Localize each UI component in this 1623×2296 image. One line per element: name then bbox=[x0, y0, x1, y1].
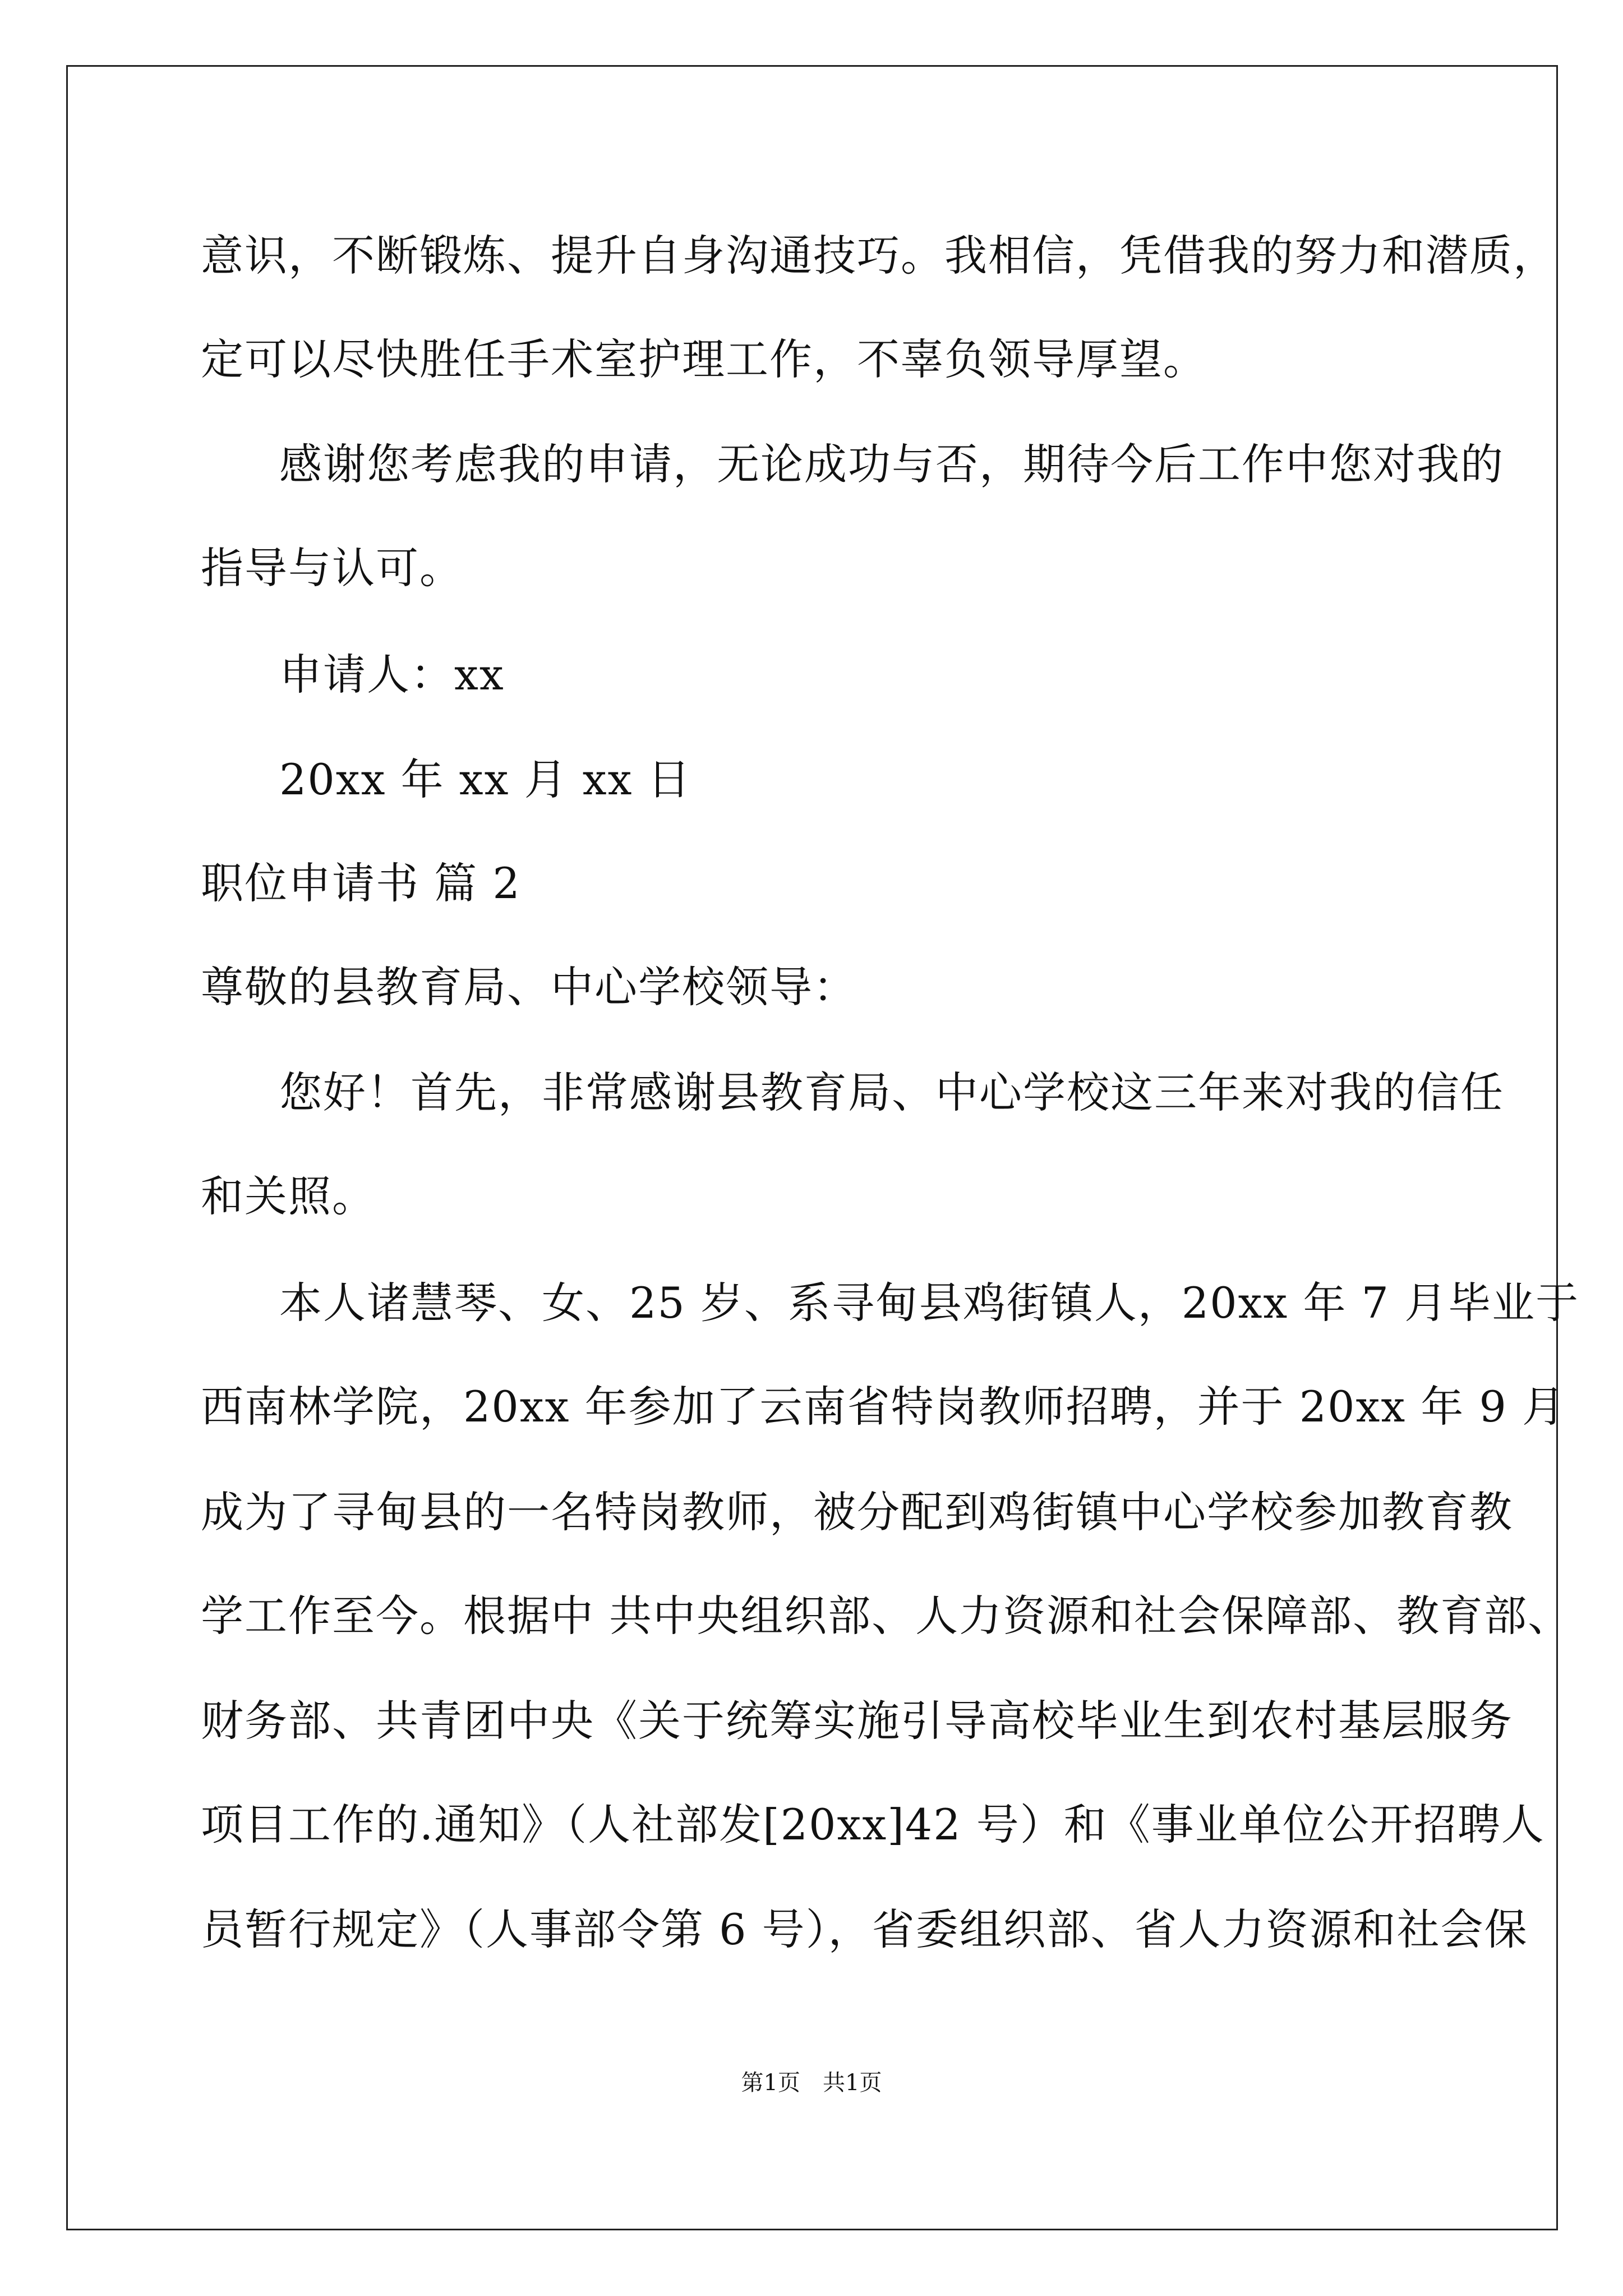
body-line-13: 成为了寻甸县的一名特岗教师，被分配到鸡街镇中心学校参加教育教 bbox=[201, 1487, 1513, 1537]
applicant-line: 申请人：xx bbox=[279, 650, 505, 700]
body-line-11: 本人诸慧琴、女、25 岁、系寻甸县鸡街镇人，20xx 年 7 月毕业于 bbox=[279, 1278, 1580, 1328]
body-line-1: 意识，不断锻炼、提升自身沟通技巧。我相信，凭借我的努力和潜质， bbox=[201, 231, 1557, 280]
page-number-footer: 第1页 共1页 bbox=[741, 2070, 882, 2096]
body-line-16: 项目工作的.通知》（人社部发[20xx]42 号）和《事业单位公开招聘人 bbox=[201, 1800, 1545, 1849]
body-line-15: 财务部、共青团中央《关于统筹实施引导高校毕业生到农村基层服务 bbox=[201, 1696, 1513, 1746]
date-line: 20xx 年 xx 月 xx 日 bbox=[279, 754, 691, 804]
section-heading: 职位申请书 篇 2 bbox=[201, 858, 521, 908]
body-line-10: 和关照。 bbox=[201, 1171, 376, 1221]
body-line-2: 定可以尽快胜任手术室护理工作，不辜负领导厚望。 bbox=[201, 334, 1207, 384]
body-line-12: 西南林学院，20xx 年参加了云南省特岗教师招聘，并于 20xx 年 9 月 bbox=[201, 1382, 1566, 1432]
body-line-3: 感谢您考虑我的申请，无论成功与否，期待今后工作中您对我的 bbox=[279, 439, 1504, 489]
body-line-17: 员暂行规定》（人事部令第 6 号），省委组织部、省人力资源和社会保 bbox=[201, 1904, 1528, 1954]
body-line-9: 您好！首先，非常感谢县教育局、中心学校这三年来对我的信任 bbox=[279, 1068, 1504, 1117]
body-line-4: 指导与认可。 bbox=[201, 543, 463, 593]
salutation-line: 尊敬的县教育局、中心学校领导： bbox=[201, 962, 857, 1012]
body-line-14: 学工作至今。根据中 共中央组织部、人力资源和社会保障部、教育部、 bbox=[201, 1591, 1572, 1641]
